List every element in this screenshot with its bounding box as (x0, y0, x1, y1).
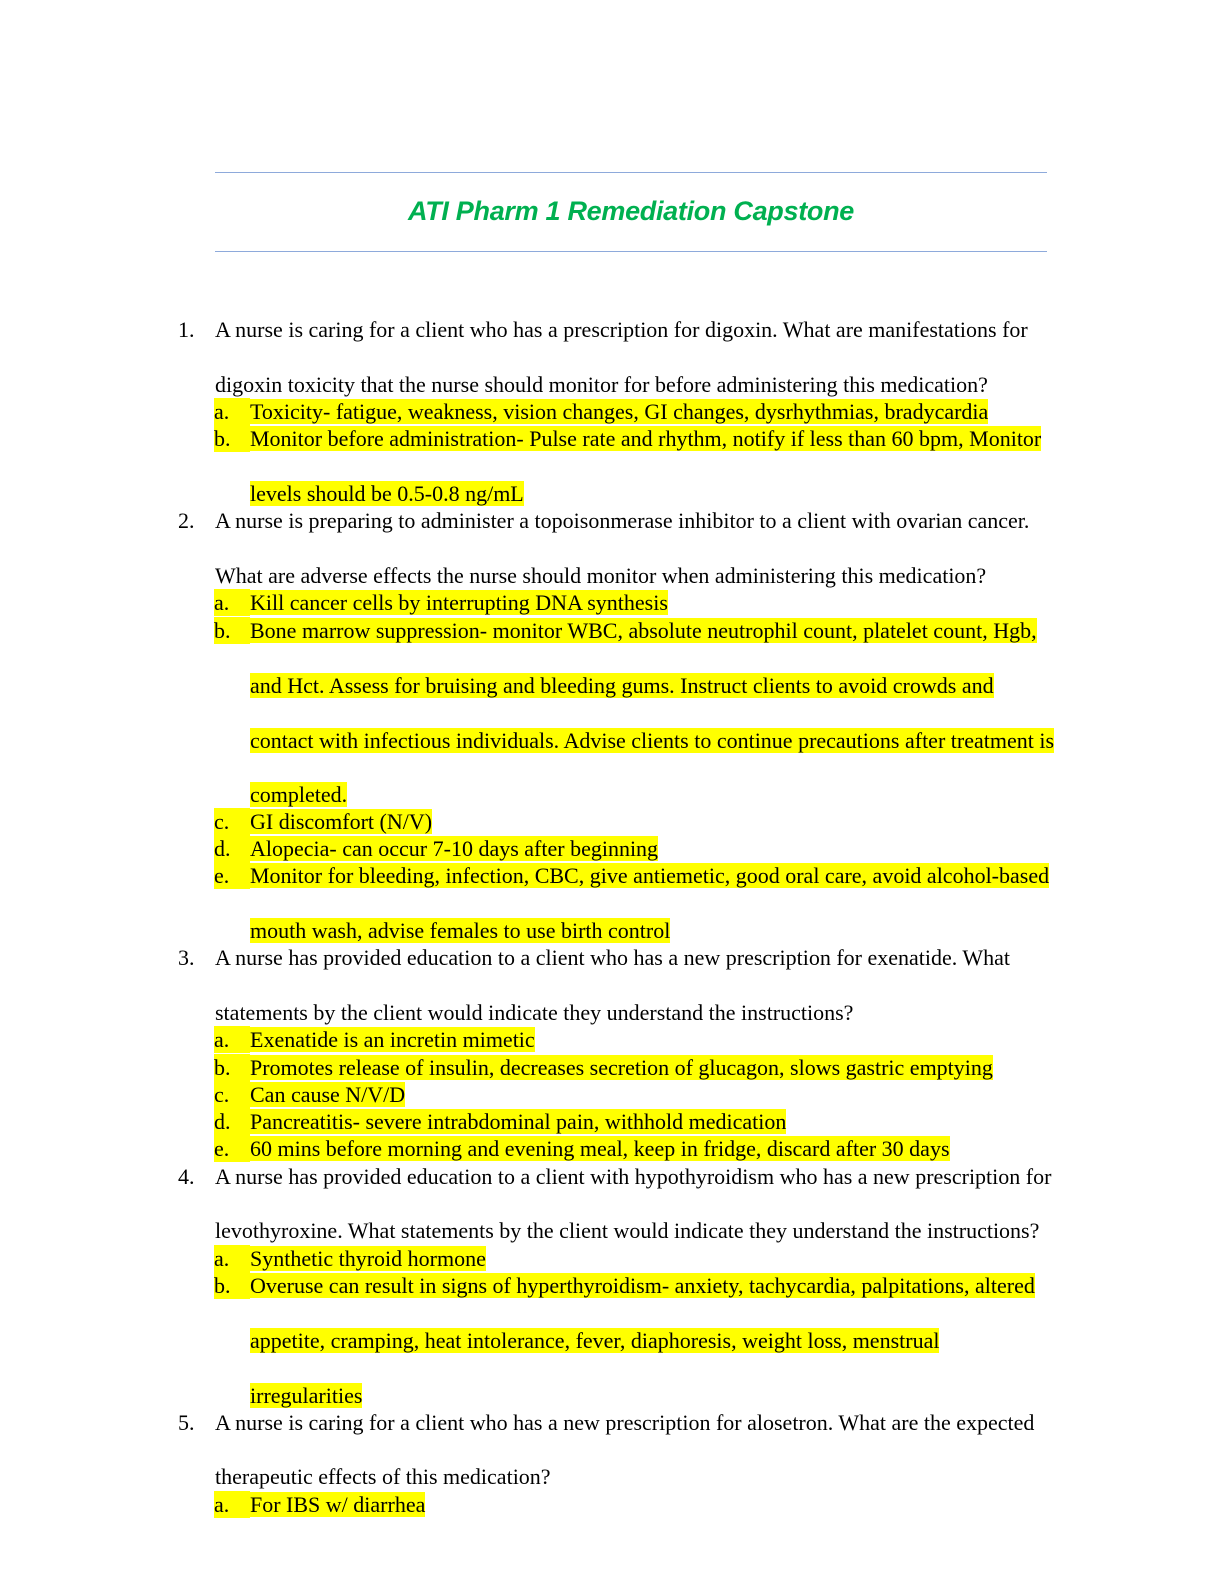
answer-text-line: Alopecia- can occur 7-10 days after beginning (250, 836, 659, 861)
answer-text-line: mouth wash, advise females to use birth control (250, 918, 671, 943)
answer-text-line: Synthetic thyroid hormone (250, 1246, 486, 1271)
question-text-line: digoxin toxicity that the nurse should monitor for before administering this medication? (215, 372, 988, 397)
answer-marker: c. (214, 808, 250, 835)
answer-text-line: GI discomfort (N/V) (250, 809, 433, 834)
answer-text-line: Bone marrow suppression- monitor WBC, absolute neutrophil count, platelet count, Hgb, (250, 618, 1037, 643)
answer-text-line: Exenatide is an incretin mimetic (250, 1027, 535, 1052)
answer-marker: a. (214, 1491, 250, 1518)
answer-text-line: Promotes release of insulin, decreases secretion of glucagon, slows gastric emptying (250, 1055, 993, 1080)
answer-marker: b. (214, 425, 250, 452)
answer-text-line: completed. (250, 782, 348, 807)
title-top-rule (215, 172, 1047, 173)
title-bottom-rule (215, 251, 1047, 252)
answer-text-line: contact with infectious individuals. Advise clients to continue precautions after treatment is (250, 728, 1055, 753)
answer-marker: a. (214, 1245, 250, 1272)
answer-marker: d. (214, 835, 250, 862)
answer-marker: b. (214, 617, 250, 644)
answer-text-line: Monitor before administration- Pulse rate and rhythm, notify if less than 60 bpm, Monitor (250, 426, 1042, 451)
question-number: 2. (178, 508, 195, 533)
question-number: 1. (178, 317, 195, 342)
answer-marker: b. (214, 1054, 250, 1081)
answer-text-line: levels should be 0.5-0.8 ng/mL (250, 481, 524, 506)
page-title: ATI Pharm 1 Remediation Capstone (408, 196, 854, 226)
question-text-line: A nurse has provided education to a client with hypothyroidism who has a new prescription for (215, 1164, 1052, 1189)
answer-marker: d. (214, 1108, 250, 1135)
question-text-line: levothyroxine. What statements by the client would indicate they understand the instructions? (215, 1218, 1040, 1243)
answer-marker: a. (214, 1026, 250, 1053)
answer-text-line: Can cause N/V/D (250, 1082, 406, 1107)
answer-text-line: irregularities (250, 1383, 363, 1408)
answer-text-line: Monitor for bleeding, infection, CBC, give antiemetic, good oral care, avoid alcohol-based (250, 863, 1050, 888)
answer-marker: c. (214, 1081, 250, 1108)
question-number: 3. (178, 945, 195, 970)
answer-marker: a. (214, 398, 250, 425)
question-text-line: A nurse is preparing to administer a topoisonmerase inhibitor to a client with ovarian cancer. (215, 508, 1030, 533)
answer-text-line: Kill cancer cells by interrupting DNA synthesis (250, 590, 668, 615)
answer-marker: e. (214, 1135, 250, 1162)
question-text-line: A nurse is caring for a client who has a new prescription for alosetron. What are the expected (215, 1410, 1035, 1435)
answer-text-line: Pancreatitis- severe intrabdominal pain, withhold medication (250, 1109, 787, 1134)
answer-text-line: appetite, cramping, heat intolerance, fever, diaphoresis, weight loss, menstrual (250, 1328, 940, 1353)
answer-marker: b. (214, 1272, 250, 1299)
question-text-line: What are adverse effects the nurse should monitor when administering this medication? (215, 563, 987, 588)
question-text-line: A nurse is caring for a client who has a prescription for digoxin. What are manifestations for (215, 317, 1028, 342)
question-text-line: A nurse has provided education to a client who has a new prescription for exenatide. What (215, 945, 1011, 970)
question-text-line: statements by the client would indicate they understand the instructions? (215, 1000, 854, 1025)
answer-text-line: and Hct. Assess for bruising and bleeding gums. Instruct clients to avoid crowds and (250, 673, 994, 698)
answer-text-line: For IBS w/ diarrhea (250, 1492, 426, 1517)
question-number: 4. (178, 1164, 195, 1189)
question-number: 5. (178, 1410, 195, 1435)
answer-marker: a. (214, 589, 250, 616)
answer-text-line: Overuse can result in signs of hyperthyroidism- anxiety, tachycardia, palpitations, altered (250, 1273, 1035, 1298)
question-text-line: therapeutic effects of this medication? (215, 1464, 551, 1489)
answer-marker: e. (214, 862, 250, 889)
answer-text-line: Toxicity- fatigue, weakness, vision changes, GI changes, dysrhythmias, bradycardia (250, 399, 989, 424)
answer-text-line: 60 mins before morning and evening meal, keep in fridge, discard after 30 days (250, 1136, 950, 1161)
